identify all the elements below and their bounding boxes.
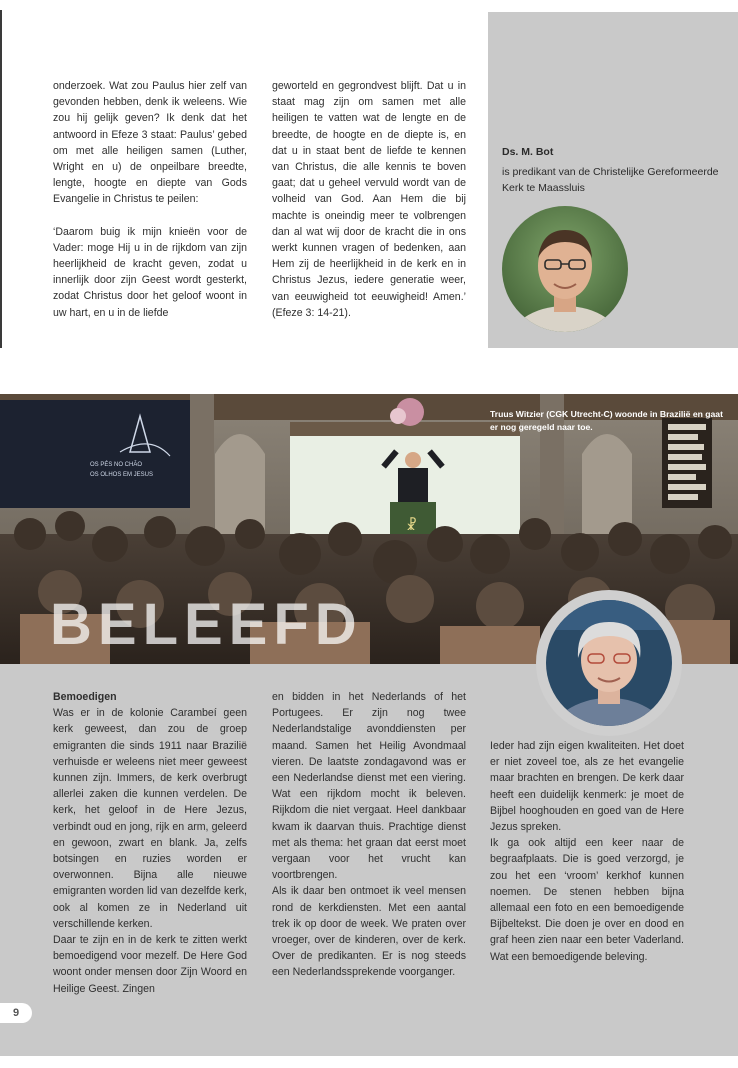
- page-number: 9: [0, 1003, 32, 1023]
- photo-caption: Truus Witzier (CGK Utrecht-C) woonde in Brazilië en gaat er nog geregeld naar toe.: [490, 409, 723, 432]
- author-name: Ds. M. Bot: [502, 146, 554, 158]
- bottom-article-column-3: [490, 738, 684, 965]
- bottom-article-column-1: [53, 689, 247, 997]
- author-bio: is predikant van de Christelijke Gereformeerde Kerk te Maassluis: [502, 166, 719, 194]
- paragraph: Als ik daar ben ontmoet ik veel mensen rond de kerkdiensten. Met een aantal trek ik op door de week. We praten over vroeger, over de kinderen, over de kerk. Over de predikanten. Er is nog steeds een Nederlandssprekende voorganger.: [272, 885, 466, 979]
- paragraph: Daar te zijn en in de kerk te zitten werkt bemoedigend voor mezelf. De Here God woont onder mensen door Zijn Woord en Heilige Geest. Zingen: [53, 934, 247, 995]
- left-margin-rule: [0, 10, 2, 348]
- section-title: BELEEFD: [50, 592, 363, 657]
- screen-text-2: OS OLHOS EM JESUS: [90, 472, 154, 478]
- bottom-article-column-2: [272, 689, 466, 981]
- paragraph: en bidden in het Nederlands of het Portugees. Er zijn nog twee Nederlandstalige avonddiensten per maand. Samen het Heilig Avondmaal vieren. De laatste zondagavond was er een Nederlandse dienst met een viering. Wat een rijkdom mocht ik beleven. Rijkdom die niet vergaat. Heel dankbaar kwam ik daarvan thuis. Prachtige dienst met als thema: het graan dat eerst moet vergaan voor het vrucht kan voortbrengen.: [272, 691, 466, 882]
- footer-strip: [0, 1056, 738, 1068]
- interviewee-portrait: [536, 590, 682, 736]
- paragraph: Ik ga ook altijd een keer naar de begraafplaats. Die is goed verzorgd, je zou het een ‘vroom’ kerkhof kunnen noemen. De stenen hebben bijna allemaal een foto en een bemoedigende Bijbeltekst. Die doen je over en dood en graf heen zien naar een beter Vaderland. Wat een bemoedigende beleving.: [490, 837, 684, 963]
- svg-text:☧: ☧: [406, 517, 417, 533]
- paragraph: onderzoek. Wat zou Paulus hier zelf van gevonden hebben, denk ik weleens. Wie zou hij gelijk geven? Ik denk dat het antwoord in Efeze 3 staat: Paulus’ gebed om met alle heiligen samen (Luther, Wright en u) de onpeilbare breedte, lengte, hoogte en diepte van Gods Evangelie in Christus te peilen:: [53, 80, 247, 206]
- paragraph: Ieder had zijn eigen kwaliteiten. Het doet er niet zoveel toe, als ze het evangelie maar brachten en brengen. De kerk daar heeft een duidelijk kenmerk: je moet de Bijbel hooghouden en goed van de Here Jezus spreken.: [490, 740, 684, 834]
- section-heading: Bemoedigen: [53, 691, 117, 703]
- paragraph: geworteld en gegrondvest blijft. Dat u in staat mag zijn om samen met alle heiligen te vatten wat de lengte en de breedte, de hoogte en de diepte is, en dat u in staat bent de liefde te kennen van Christus, die alle kennis te boven gaat; dat u geheel vervuld wordt van de volheid van God. Aan Hem die bij machte is oneindig meer te volbrengen dan al wat wij door de kracht die in ons werkt kunnen vragen of bedenken, aan Hem zij de heerlijkheid in de kerk en in Christus Jezus, iedere generatie weer, van eeuwigheid tot eeuwigheid! Amen.’ (Efeze 3: 14-21).: [272, 80, 466, 319]
- screen-text-1: OS PÉS NO CHÃO: [90, 462, 143, 468]
- author-portrait: [502, 206, 628, 332]
- paragraph: Was er in de kolonie Carambeí geen kerk geweest, dan zou de groep emigranten die sinds 1911 naar Brazilië verhuisde er weleens niet meer geweest kunnen zijn. Immers, de kerk overbrugt allerlei zaken die kunnen verdelen. De kerk, het geloof in de Here Jezus, verbindt oud en jong, rijk en arm, geleerd en gewoon, zwart en blank. Ja, zelfs botsingen en ruzies worden er overwonnen. Bijna alle nieuwe emigranten worden lid van dezelfde kerk, ook al komen ze in Nederland uit verschillende kerken.: [53, 707, 247, 930]
- top-article-column-1: [53, 78, 247, 321]
- paragraph: ‘Daarom buig ik mijn knieën voor de Vader: moge Hij u in de rijkdom van zijn heerlijkheid de kracht geven, zodat u innerlijk door zijn Geest wordt gesterkt, zodat Christus door het geloof woont in uw hart, en u in de liefde: [53, 225, 247, 319]
- top-article-column-2: [272, 78, 466, 321]
